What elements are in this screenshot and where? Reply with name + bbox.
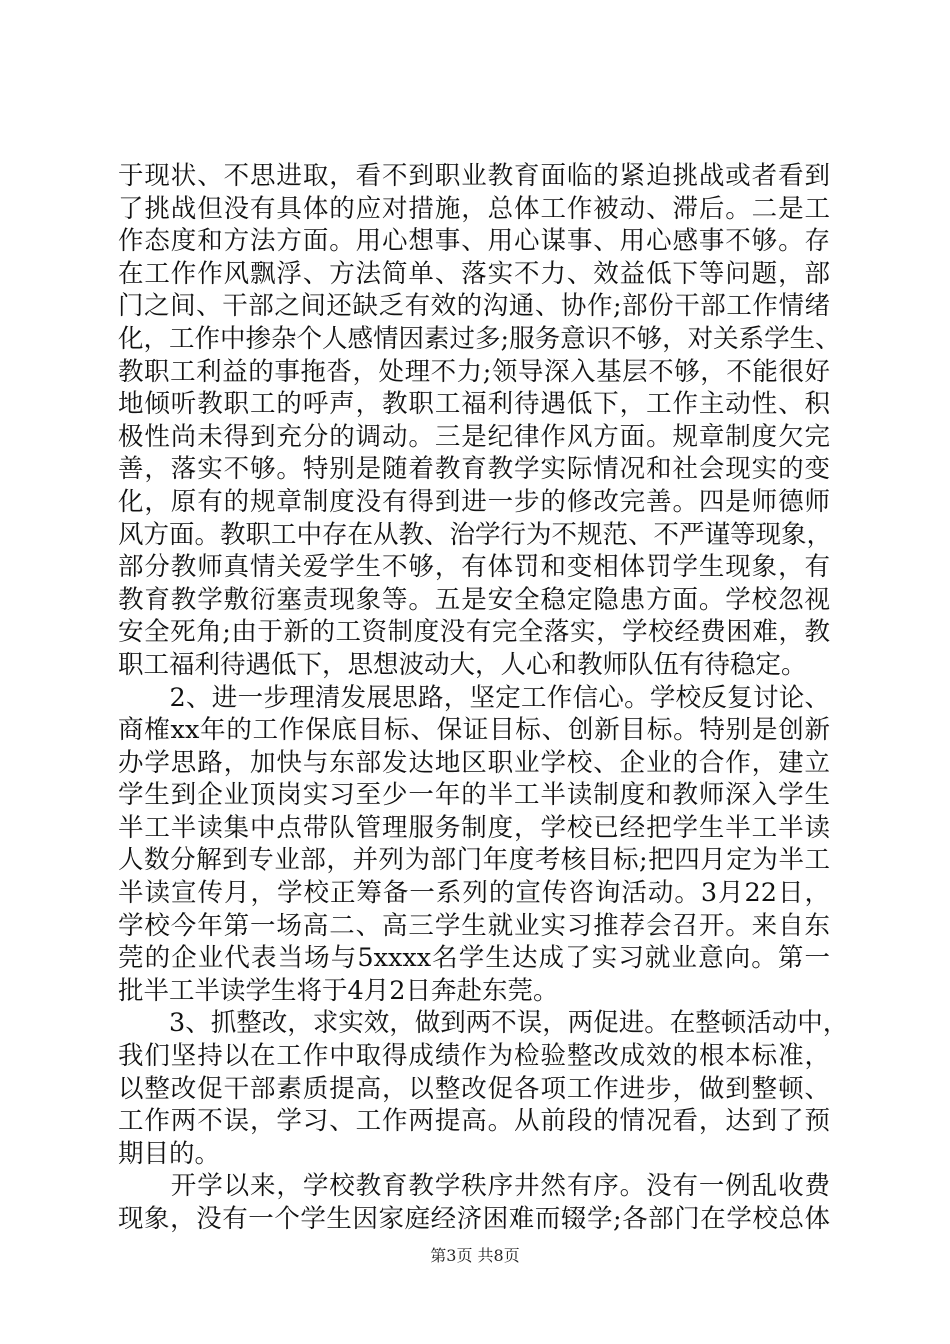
text-line: 部分教师真情关爱学生不够，有体罚和变相体罚学生现象，有	[118, 552, 830, 583]
text-line: 开学以来，学校教育教学秩序井然有序。没有一例乱收费	[118, 1171, 830, 1202]
page-footer	[0, 1246, 950, 1266]
text-line: 学校今年第一场高二、高三学生就业实习推荐会召开。来自东	[118, 910, 830, 941]
text-line: 地倾听教职工的呼声，教职工福利待遇低下，工作主动性、积	[118, 389, 830, 420]
text-line: 门之间、干部之间还缺乏有效的沟通、协作;部份干部工作情绪	[118, 291, 830, 322]
text-line: 期目的。	[118, 1138, 221, 1169]
text-line: 人数分解到专业部，并列为部门年度考核目标;把四月定为半工	[118, 845, 830, 876]
text-line: 化，原有的规章制度没有得到进一步的修改完善。四是师德师	[118, 486, 830, 517]
text-line: 安全死角;由于新的工资制度没有完全落实，学校经费困难，教	[118, 617, 830, 648]
text-line: 工作两不误，学习、工作两提高。从前段的情况看，达到了预	[118, 1106, 830, 1137]
page-number: 第3页 共8页	[430, 1246, 520, 1265]
text-line: 善，落实不够。特别是随着教育教学实际情况和社会现实的变	[118, 454, 830, 485]
text-line: 半工半读集中点带队管理服务制度，学校已经把学生半工半读	[118, 812, 830, 843]
text-line: 我们坚持以在工作中取得成绩作为检验整改成效的根本标准，	[118, 1041, 830, 1072]
text-line: 在工作作风飘浮、方法简单、落实不力、效益低下等问题，部	[118, 258, 830, 289]
text-line: 3、抓整改，求实效，做到两不误，两促进。在整顿活动中，	[118, 1008, 849, 1039]
text-line: 2、进一步理清发展思路，坚定工作信心。学校反复讨论、	[118, 682, 830, 713]
text-line: 于现状、不思进取，看不到职业教育面临的紧迫挑战或者看到	[118, 161, 830, 191]
text-line: 化，工作中掺杂个人感情因素过多;服务意识不够，对关系学生、	[118, 323, 841, 354]
text-line: 作态度和方法方面。用心想事、用心谋事、用心感事不够。存	[118, 226, 830, 257]
text-line: 学生到企业顶岗实习至少一年的半工半读制度和教师深入学生	[118, 780, 830, 811]
text-line: 半读宣传月，学校正筹备一系列的宣传咨询活动。3月22日，	[118, 878, 830, 909]
text-line: 风方面。教职工中存在从教、治学行为不规范、不严谨等现象，	[118, 519, 833, 550]
text-line: 办学思路，加快与东部发达地区职业学校、企业的合作，建立	[118, 747, 830, 778]
document-body	[118, 160, 849, 1236]
text-line: 职工福利待遇低下，思想波动大，人心和教师队伍有待稳定。	[118, 649, 807, 680]
text-line: 教育教学敷衍塞责现象等。五是安全稳定隐患方面。学校忽视	[118, 584, 830, 615]
text-line: 极性尚未得到充分的调动。三是纪律作风方面。规章制度欠完	[118, 421, 830, 452]
text-line: 莞的企业代表当场与5xxxx名学生达成了实习就业意向。第一	[118, 943, 830, 974]
text-line: 商榷xx年的工作保底目标、保证目标、创新目标。特别是创新	[118, 715, 830, 746]
text-line: 了挑战但没有具体的应对措施，总体工作被动、滞后。二是工	[118, 193, 830, 224]
text-line: 批半工半读学生将于4月2日奔赴东莞。	[118, 975, 559, 1006]
text-line: 教职工利益的事拖沓，处理不力;领导深入基层不够，不能很好	[118, 356, 830, 387]
text-line: 现象，没有一个学生因家庭经济困难而辍学;各部门在学校总体	[118, 1204, 830, 1234]
text-line: 以整改促干部素质提高，以整改促各项工作进步，做到整顿、	[118, 1073, 830, 1104]
